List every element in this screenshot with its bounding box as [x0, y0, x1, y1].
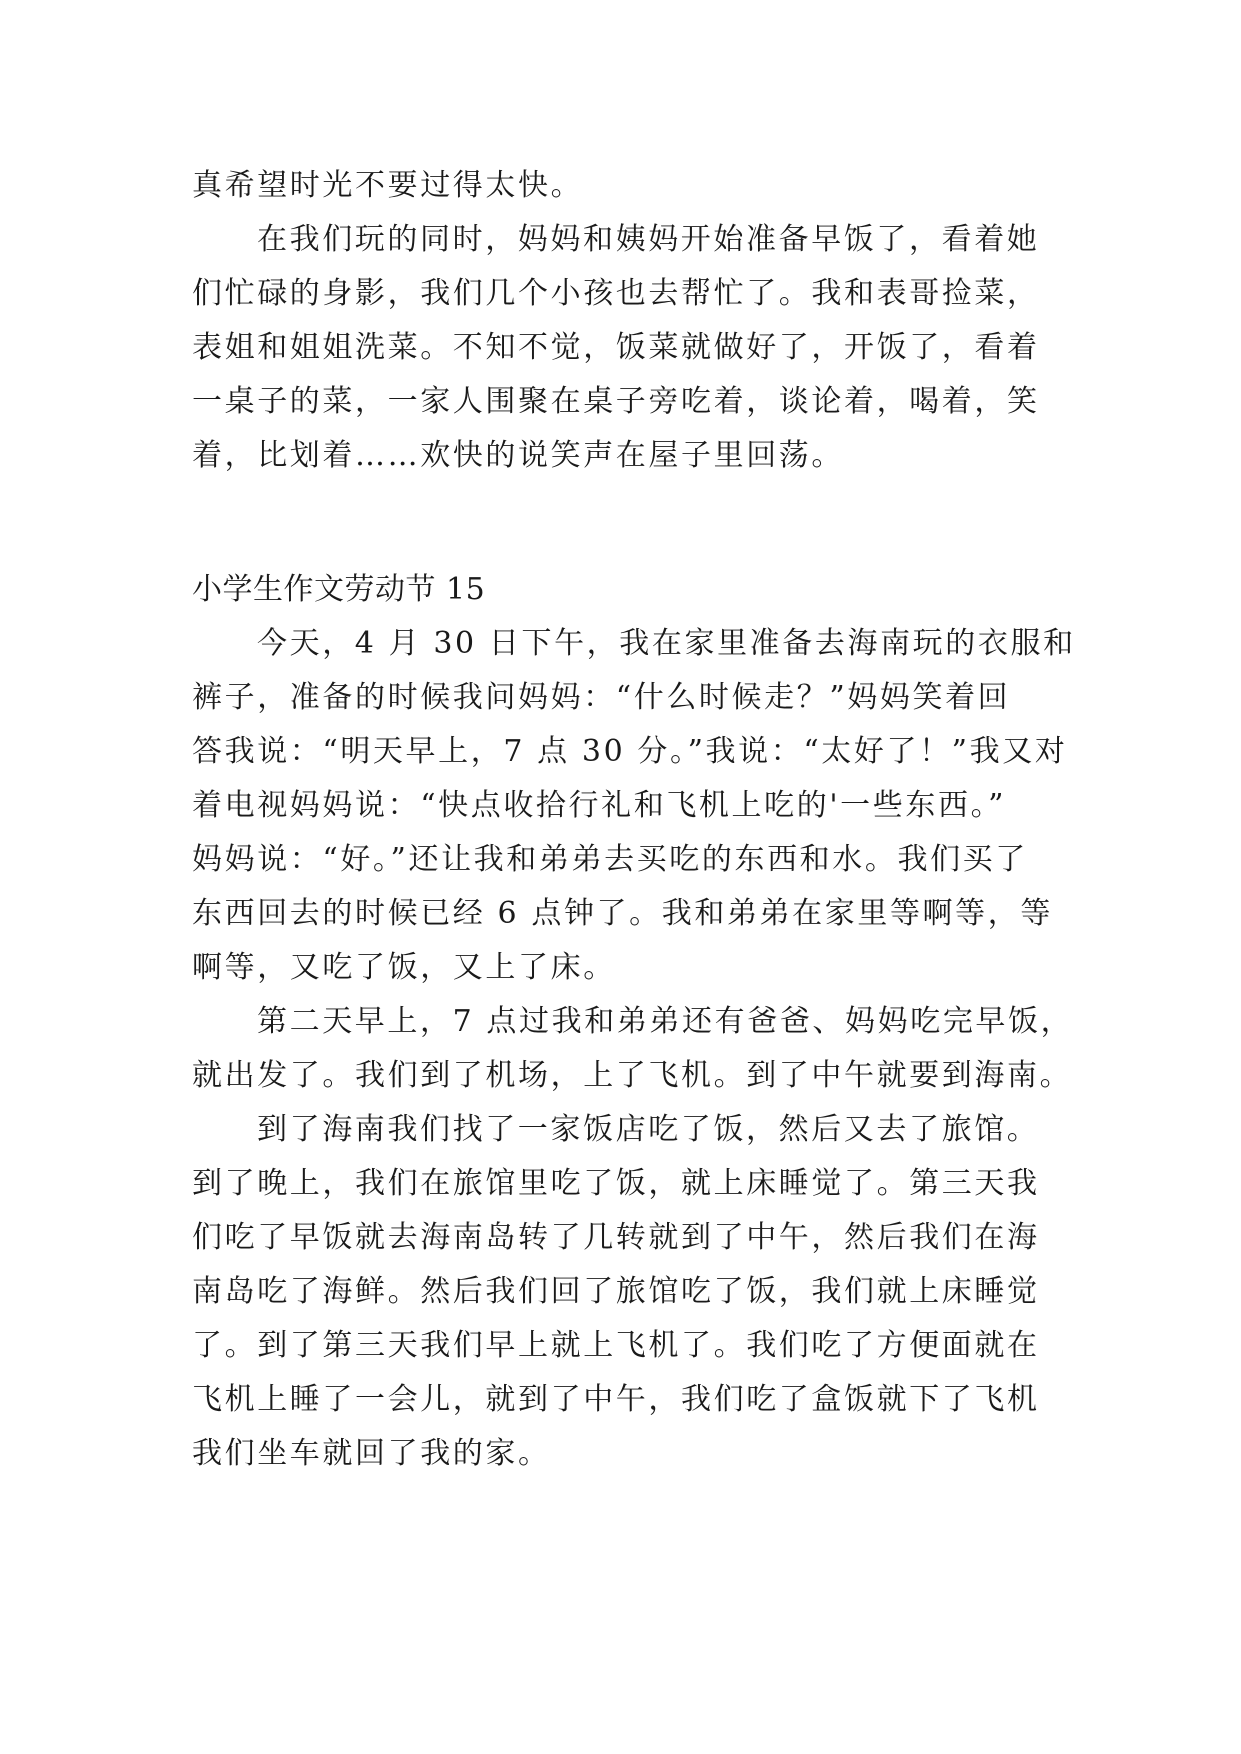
text-line: 到了晚上，我们在旅馆里吃了饭，就上床睡觉了。第三天我 [192, 1166, 1040, 1201]
text-line: 表姐和姐姐洗菜。不知不觉，饭菜就做好了，开饭了，看着 [192, 330, 1040, 365]
text-line: 们忙碌的身影，我们几个小孩也去帮忙了。我和表哥捡菜， [192, 276, 1040, 311]
text-line: 我们坐车就回了我的家。 [192, 1436, 551, 1471]
paragraph-start-line: 到了海南我们找了一家饭店吃了饭，然后又去了旅馆。 [257, 1112, 1040, 1147]
text-line: 一桌子的菜，一家人围聚在桌子旁吃着，谈论着，喝着，笑 [192, 384, 1040, 419]
text-line: 裤子，准备的时候我问妈妈：“什么时候走？”妈妈笑着回 [192, 680, 1011, 715]
text-line: 南岛吃了海鲜。然后我们回了旅馆吃了饭，我们就上床睡觉 [192, 1274, 1040, 1309]
text-line: 就出发了。我们到了机场，上了飞机。到了中午就要到海南。 [192, 1058, 1073, 1093]
text-line: 东西回去的时候已经 6 点钟了。我和弟弟在家里等啊等，等 [192, 896, 1053, 931]
text-line: 真希望时光不要过得太快。 [192, 168, 584, 203]
section-title: 小学生作文劳动节 15 [192, 572, 486, 607]
paragraph-start-line: 第二天早上，7 点过我和弟弟还有爸爸、妈妈吃完早饭， [257, 1004, 1074, 1039]
text-line: 答我说：“明天早上，7 点 30 分。”我说：“太好了！”我又对 [192, 734, 1068, 769]
text-line: 飞机上睡了一会儿，就到了中午，我们吃了盒饭就下了飞机 [192, 1382, 1040, 1417]
paragraph-start-line: 今天，4 月 30 日下午，我在家里准备去海南玩的衣服和 [257, 626, 1076, 661]
text-line: 啊等，又吃了饭，又上了床。 [192, 950, 616, 985]
text-line: 着，比划着……欢快的说笑声在屋子里回荡。 [192, 438, 844, 473]
text-line: 们吃了早饭就去海南岛转了几转就到了中午，然后我们在海 [192, 1220, 1040, 1255]
text-line: 妈妈说：“好。”还让我和弟弟去买吃的东西和水。我们买了 [192, 842, 1028, 877]
text-line: 着电视妈妈说：“快点收拾行礼和飞机上吃的'一些东西。” [192, 788, 1007, 823]
paragraph-start-line: 在我们玩的同时，妈妈和姨妈开始准备早饭了，看着她 [257, 222, 1040, 257]
text-line: 了。到了第三天我们早上就上飞机了。我们吃了方便面就在 [192, 1328, 1040, 1363]
